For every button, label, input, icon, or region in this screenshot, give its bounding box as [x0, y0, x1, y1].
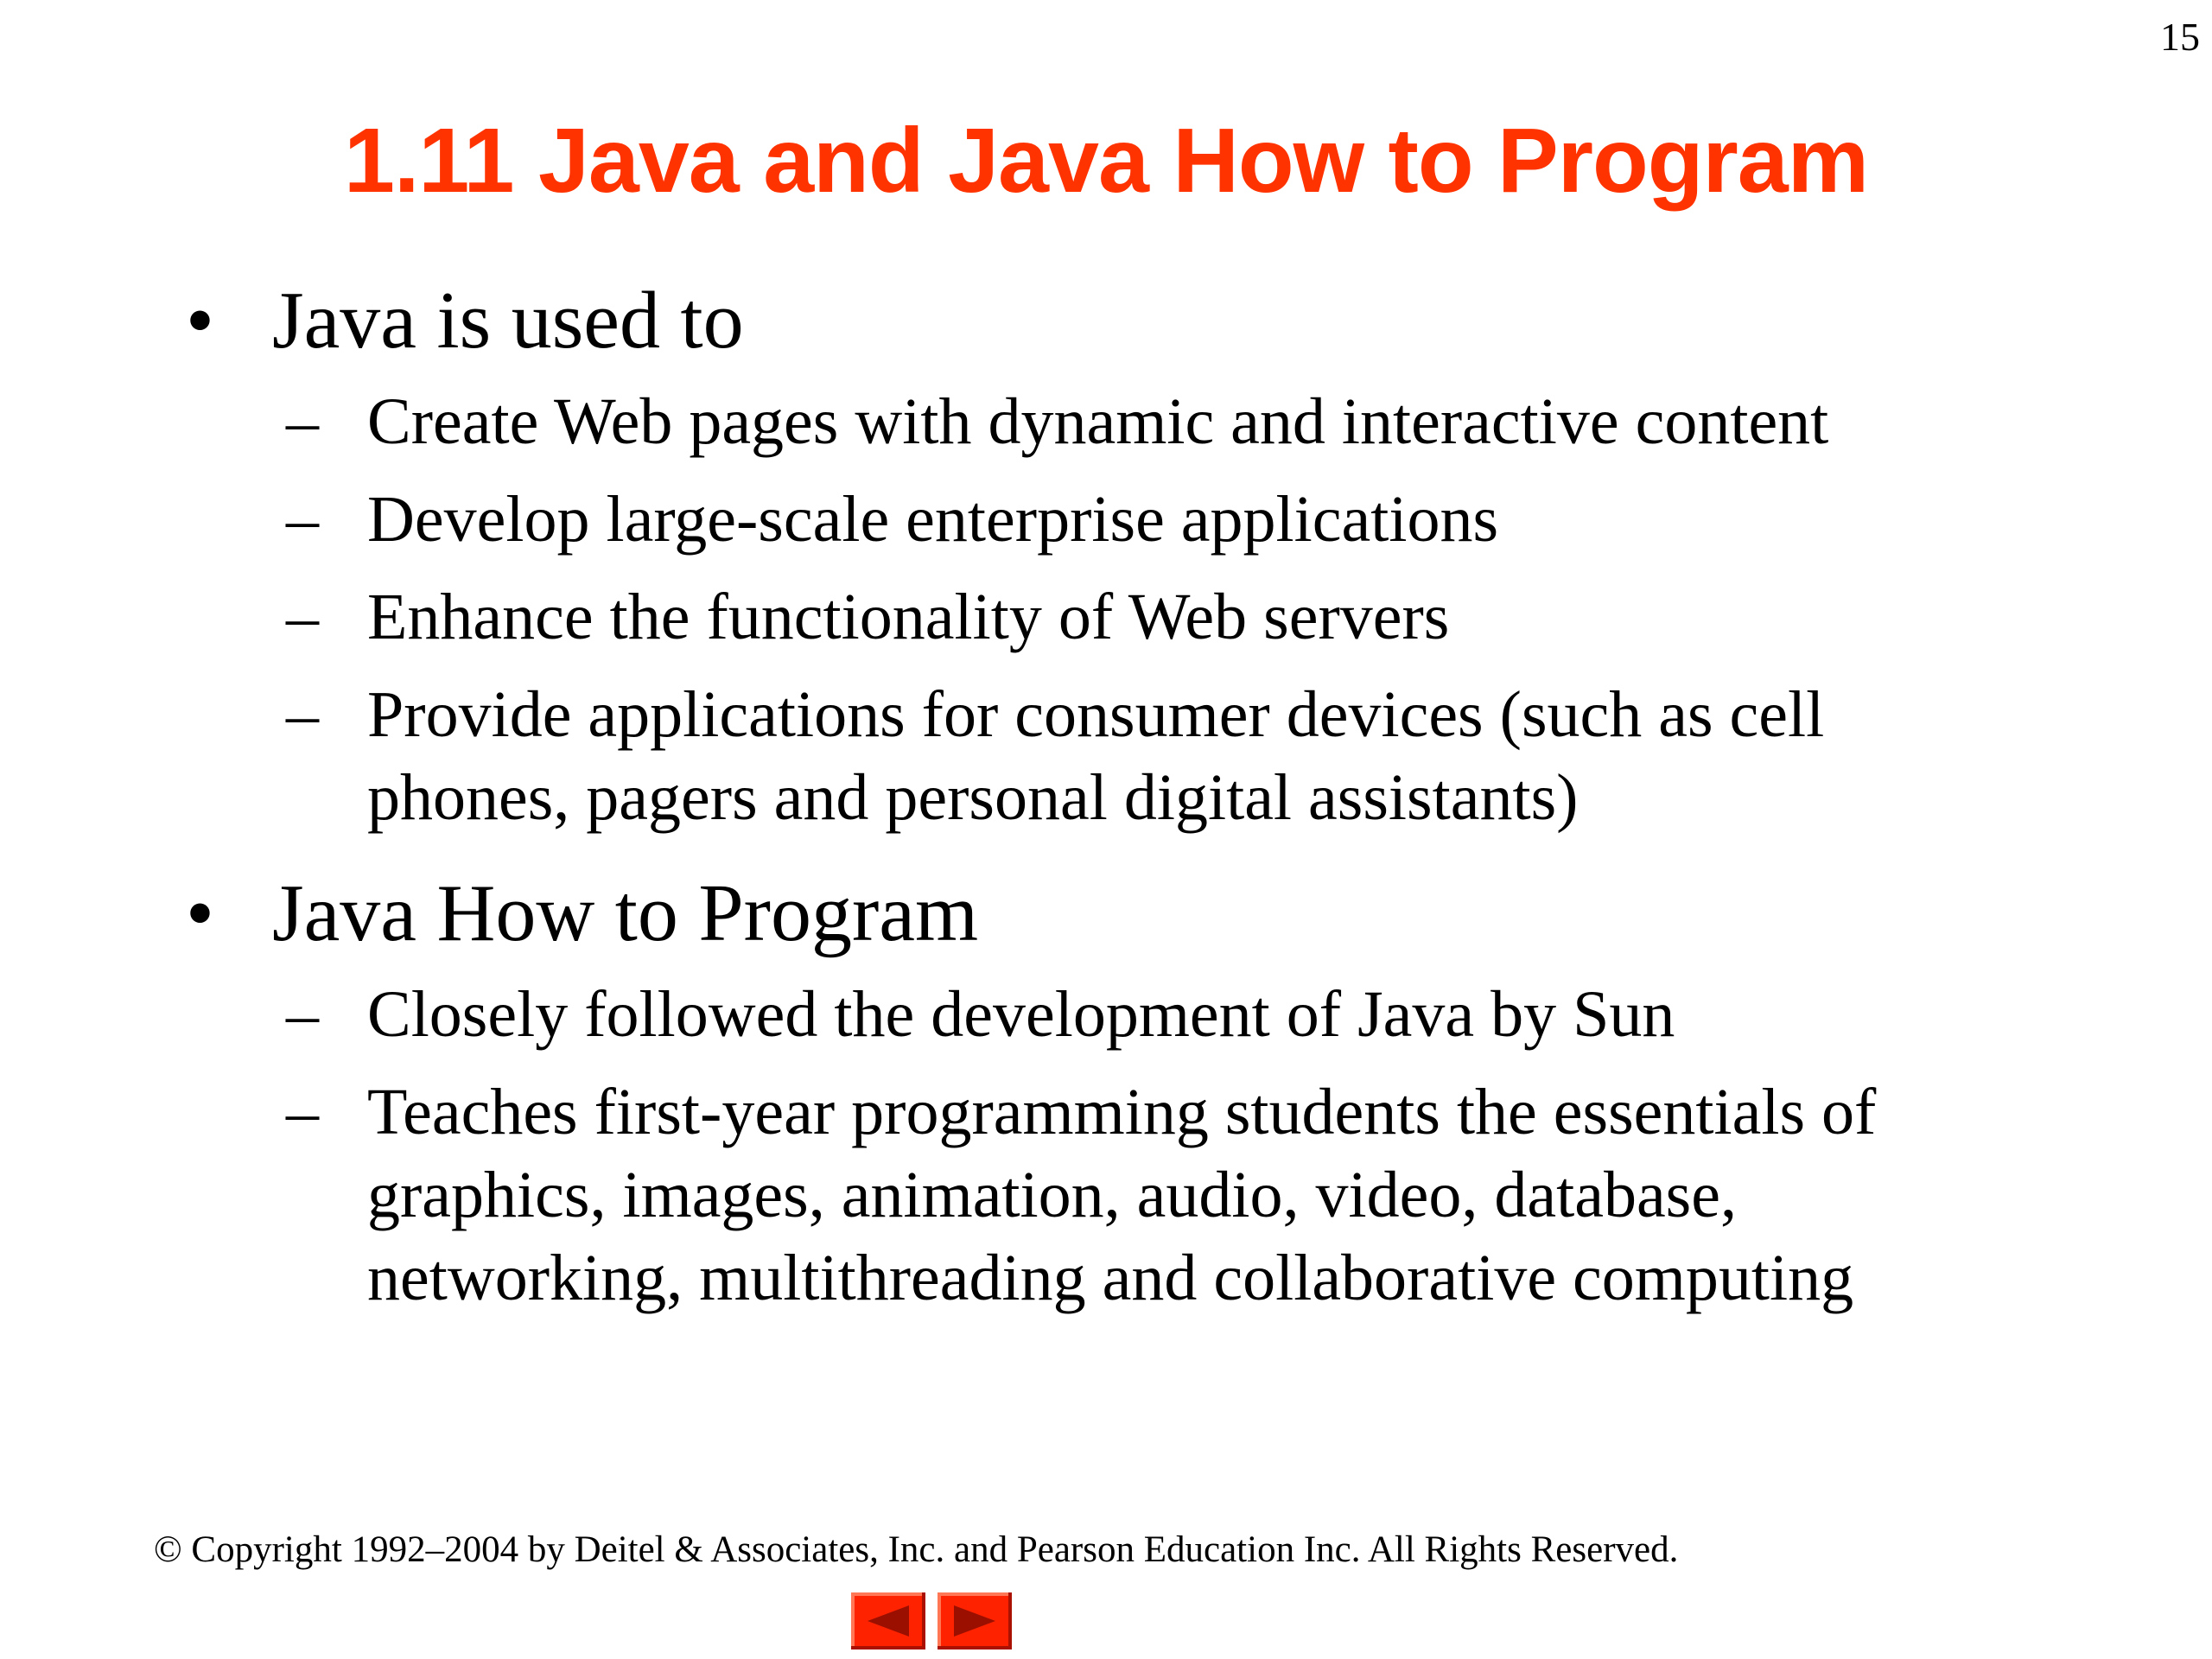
bullet-item: [186, 272, 2018, 839]
sub-item-text: Provide applications for consumer devices (such as cell phones, pagers and personal digital assistants): [367, 677, 1825, 834]
copyright-notice: © Copyright 1992–2004 by Deitel & Associates, Inc. and Pearson Education Inc. All Rights Reserved.: [154, 1529, 1679, 1570]
sub-item: [272, 380, 2018, 463]
arrow-right-icon: [949, 1604, 1001, 1638]
slide-content: [186, 272, 2018, 1319]
sub-item: [272, 478, 2018, 561]
arrow-left-icon: [862, 1604, 914, 1638]
slide-navigation: [851, 1592, 1012, 1649]
sub-item: [272, 575, 2018, 658]
bullet-text: Java How to Program: [272, 868, 979, 958]
sub-item-text: Closely followed the development of Java by Sun: [367, 977, 1675, 1051]
bullet-item: [186, 865, 2018, 1319]
previous-slide-button[interactable]: [851, 1592, 925, 1649]
sub-item-text: Teaches first-year programming students the essentials of graphics, images, animation, audio, video, database, networking, multithreading and collaborative computing: [367, 1075, 1877, 1314]
bullet-text: Java is used to: [272, 276, 744, 365]
bullet-marker: •: [186, 868, 214, 958]
slide-title: 1.11 Java and Java How to Program: [344, 110, 1868, 212]
dash-marker: –: [286, 1075, 319, 1148]
next-slide-button[interactable]: [938, 1592, 1012, 1649]
sub-item-text: Develop large-scale enterprise applications: [367, 482, 1499, 556]
sub-list: [272, 973, 2018, 1319]
dash-marker: –: [286, 482, 319, 556]
sub-list: [272, 380, 2018, 839]
sub-item: [272, 1071, 2018, 1319]
sub-item-text: Create Web pages with dynamic and interactive content: [367, 385, 1829, 458]
sub-item: [272, 973, 2018, 1056]
dash-marker: –: [286, 580, 319, 653]
sub-item-text: Enhance the functionality of Web servers: [367, 580, 1450, 653]
bullet-marker: •: [186, 276, 214, 365]
page-number: 15: [2160, 15, 2200, 59]
dash-marker: –: [286, 385, 319, 458]
dash-marker: –: [286, 977, 319, 1051]
dash-marker: –: [286, 677, 319, 751]
sub-item: [272, 673, 2018, 839]
